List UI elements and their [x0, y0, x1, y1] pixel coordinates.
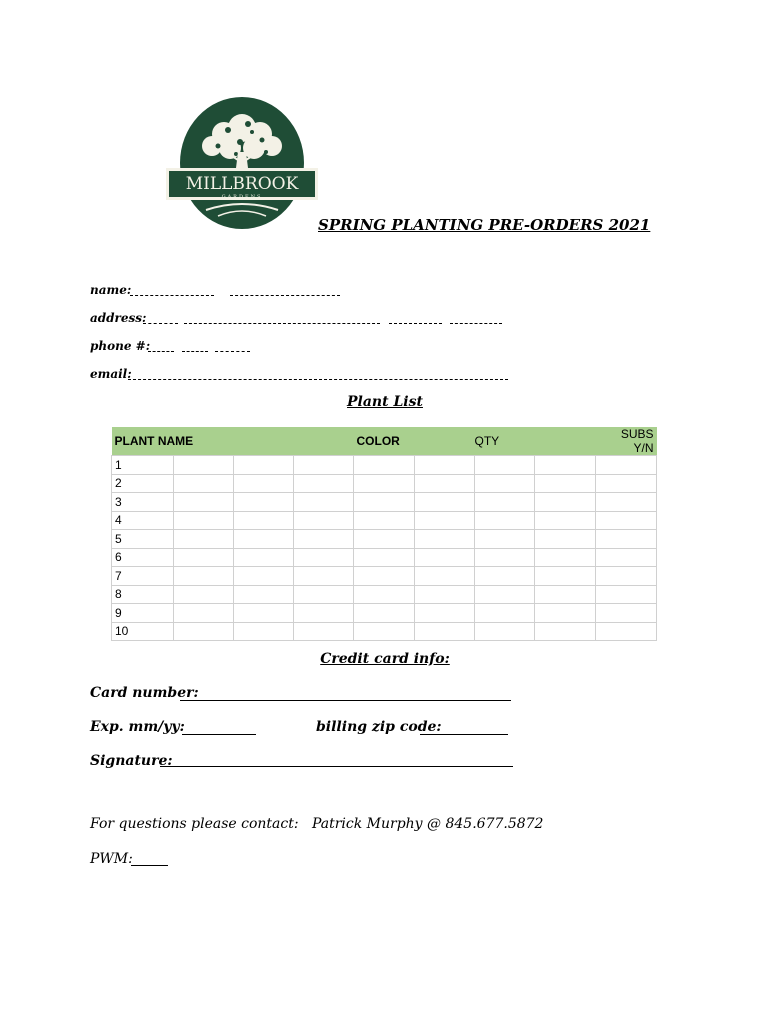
- table-cell[interactable]: [535, 530, 596, 549]
- row-number: 9: [112, 604, 174, 623]
- table-cell[interactable]: [294, 567, 354, 586]
- table-cell[interactable]: [415, 456, 475, 475]
- phone-prefix-field[interactable]: [182, 351, 208, 352]
- table-cell[interactable]: [535, 604, 596, 623]
- table-cell[interactable]: [596, 567, 657, 586]
- table-cell[interactable]: [234, 474, 294, 493]
- table-cell[interactable]: [354, 604, 415, 623]
- table-cell[interactable]: [354, 493, 415, 512]
- row-number: 6: [112, 548, 174, 567]
- qty-header: QTY: [475, 427, 596, 456]
- contact-person: Patrick Murphy @ 845.677.5872: [311, 816, 544, 832]
- table-cell[interactable]: [596, 604, 657, 623]
- table-cell[interactable]: [234, 511, 294, 530]
- table-cell[interactable]: [596, 493, 657, 512]
- table-cell[interactable]: [354, 585, 415, 604]
- table-cell[interactable]: [294, 548, 354, 567]
- table-cell[interactable]: [415, 604, 475, 623]
- email-label: email:: [90, 367, 132, 381]
- table-cell[interactable]: [535, 511, 596, 530]
- table-cell[interactable]: [535, 548, 596, 567]
- table-cell[interactable]: [294, 456, 354, 475]
- address-number-field[interactable]: [143, 323, 178, 324]
- plant-table: [111, 427, 657, 641]
- table-cell[interactable]: [354, 622, 415, 641]
- table-cell[interactable]: [354, 548, 415, 567]
- table-cell[interactable]: [234, 585, 294, 604]
- table-cell[interactable]: [294, 585, 354, 604]
- table-cell[interactable]: [415, 474, 475, 493]
- table-cell[interactable]: [354, 474, 415, 493]
- row-number: 4: [112, 511, 174, 530]
- signature-label: Signature:: [90, 753, 173, 769]
- billing-zip-label: billing zip code:: [316, 719, 442, 735]
- table-cell[interactable]: [475, 530, 535, 549]
- table-cell[interactable]: [354, 456, 415, 475]
- table-cell[interactable]: [174, 493, 234, 512]
- table-cell[interactable]: [596, 511, 657, 530]
- color-header: COLOR: [354, 427, 475, 456]
- signature-field[interactable]: [160, 766, 513, 767]
- row-number: 2: [112, 474, 174, 493]
- plant-name-header: PLANT NAME: [112, 427, 354, 456]
- table-cell[interactable]: [415, 567, 475, 586]
- table-cell[interactable]: [535, 456, 596, 475]
- table-cell[interactable]: [415, 493, 475, 512]
- table-cell[interactable]: [475, 548, 535, 567]
- table-cell[interactable]: [475, 622, 535, 641]
- table-cell[interactable]: [596, 474, 657, 493]
- logo-name: MILLBROOK: [185, 174, 299, 194]
- table-cell[interactable]: [174, 456, 234, 475]
- last-name-field[interactable]: [230, 295, 340, 296]
- table-cell[interactable]: [294, 474, 354, 493]
- row-number: 8: [112, 585, 174, 604]
- billing-zip-field[interactable]: [420, 734, 508, 735]
- table-row: [112, 530, 657, 549]
- table-header-row: [112, 427, 657, 456]
- first-name-field[interactable]: [130, 295, 214, 296]
- table-cell[interactable]: [475, 511, 535, 530]
- row-number: 7: [112, 567, 174, 586]
- table-cell[interactable]: [475, 604, 535, 623]
- table-cell[interactable]: [475, 456, 535, 475]
- table-cell[interactable]: [354, 530, 415, 549]
- table-cell[interactable]: [234, 548, 294, 567]
- table-cell[interactable]: [475, 585, 535, 604]
- row-number: 10: [112, 622, 174, 641]
- table-cell[interactable]: [475, 493, 535, 512]
- contact-text: For questions please contact: Patrick Murphy @ 845.677.5872: [90, 816, 544, 832]
- row-number: 1: [112, 456, 174, 475]
- table-cell[interactable]: [294, 622, 354, 641]
- table-row: [112, 622, 657, 641]
- address-zip-field[interactable]: [450, 323, 502, 324]
- table-cell[interactable]: [535, 567, 596, 586]
- table-row: [112, 604, 657, 623]
- table-cell[interactable]: [294, 493, 354, 512]
- table-cell[interactable]: [535, 622, 596, 641]
- table-cell[interactable]: [234, 456, 294, 475]
- table-cell[interactable]: [174, 474, 234, 493]
- expiry-label: Exp. mm/yy:: [90, 719, 185, 735]
- table-cell[interactable]: [234, 493, 294, 512]
- table-row: [112, 511, 657, 530]
- table-cell[interactable]: [174, 585, 234, 604]
- table-cell[interactable]: [174, 530, 234, 549]
- row-number: 3: [112, 493, 174, 512]
- email-field[interactable]: [128, 379, 508, 380]
- logo-sub: GARDENS: [221, 194, 263, 200]
- millbrook-logo: [166, 96, 318, 230]
- table-cell[interactable]: [174, 622, 234, 641]
- address-label: address:: [90, 311, 147, 325]
- tree-logo-icon: [166, 96, 318, 230]
- table-cell[interactable]: [415, 511, 475, 530]
- phone-label: phone #:: [90, 339, 151, 353]
- pwm-field[interactable]: [131, 865, 168, 866]
- phone-line-field[interactable]: [215, 351, 250, 352]
- table-cell[interactable]: [415, 585, 475, 604]
- card-number-field[interactable]: [180, 700, 511, 701]
- card-number-label: Card number:: [90, 685, 199, 701]
- form-title: SPRING PLANTING PRE-ORDERS 2021: [318, 216, 651, 234]
- table-cell[interactable]: [596, 456, 657, 475]
- table-cell[interactable]: [475, 474, 535, 493]
- table-cell[interactable]: [174, 604, 234, 623]
- table-cell[interactable]: [354, 567, 415, 586]
- plant-list-heading: Plant List: [347, 394, 423, 410]
- table-row: [112, 474, 657, 493]
- name-label: name:: [90, 283, 132, 297]
- row-number: 5: [112, 530, 174, 549]
- table-cell[interactable]: [294, 511, 354, 530]
- table-row: [112, 456, 657, 475]
- table-cell[interactable]: [294, 530, 354, 549]
- table-row: [112, 567, 657, 586]
- table-cell[interactable]: [535, 493, 596, 512]
- pwm-label: PWM:: [90, 851, 133, 867]
- table-cell[interactable]: [535, 474, 596, 493]
- table-cell[interactable]: [596, 622, 657, 641]
- table-cell[interactable]: [234, 530, 294, 549]
- table-row: [112, 585, 657, 604]
- table-cell[interactable]: [596, 530, 657, 549]
- table-cell[interactable]: [234, 567, 294, 586]
- table-cell[interactable]: [475, 567, 535, 586]
- phone-area-field[interactable]: [148, 351, 174, 352]
- table-cell[interactable]: [535, 585, 596, 604]
- table-cell[interactable]: [174, 567, 234, 586]
- table-cell[interactable]: [354, 511, 415, 530]
- table-cell[interactable]: [174, 511, 234, 530]
- expiry-field[interactable]: [182, 734, 256, 735]
- table-row: [112, 548, 657, 567]
- table-cell[interactable]: [294, 604, 354, 623]
- table-row: [112, 493, 657, 512]
- table-cell[interactable]: [415, 548, 475, 567]
- address-city-field[interactable]: [389, 323, 442, 324]
- table-cell[interactable]: [234, 622, 294, 641]
- address-street-field[interactable]: [184, 323, 380, 324]
- table-cell[interactable]: [415, 530, 475, 549]
- table-cell[interactable]: [234, 604, 294, 623]
- table-cell[interactable]: [596, 548, 657, 567]
- subs-header: SUBS Y/N: [596, 427, 657, 456]
- table-cell[interactable]: [415, 622, 475, 641]
- table-cell[interactable]: [596, 585, 657, 604]
- credit-card-heading: Credit card info:: [320, 651, 450, 667]
- table-cell[interactable]: [174, 548, 234, 567]
